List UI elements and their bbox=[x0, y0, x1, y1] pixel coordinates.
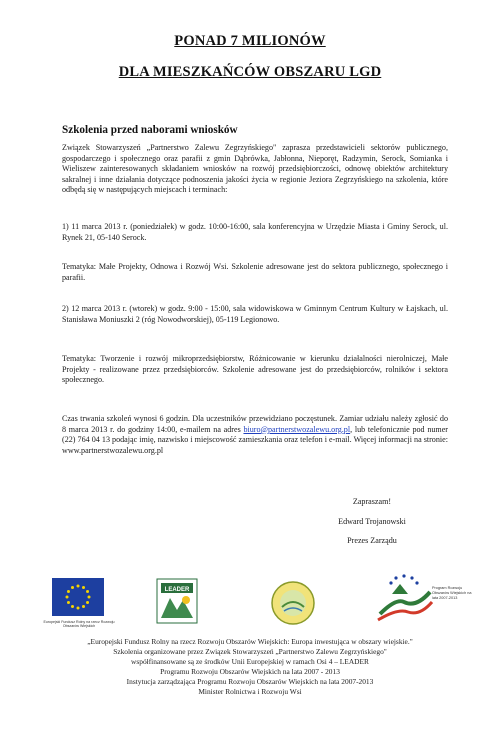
signature-role: Prezes Zarządu bbox=[347, 536, 397, 545]
training-1-location: 1) 11 marca 2013 r. (poniedziałek) w godz. 10:00-16:00, sala konferencyjna w Urzędzie Miasta i Gminy Serock, ul. Rynek 21, 05-140 Serock. bbox=[62, 222, 448, 242]
eu-star-icon bbox=[67, 601, 70, 604]
footer-line-5: Instytucja zarządzająca Programu Rozwoju Obszarów Wiejskich na lata 2007-2013 bbox=[126, 677, 374, 686]
section-title: Szkolenia przed naborami wniosków bbox=[62, 124, 238, 136]
eu-star-icon bbox=[66, 596, 69, 599]
footer-line-6: Minister Rolnictwa i Rozwoju Wsi bbox=[198, 687, 302, 696]
prow-caption: Program Rozwoju Obszarów Wiejskich na lata 2007-2013 bbox=[432, 586, 472, 600]
signature-greeting: Zapraszam! bbox=[352, 497, 392, 506]
eu-star-icon bbox=[88, 596, 91, 599]
eu-flag-caption: Europejski Fundusz Rolny na rzecz Rozwoju Obszarów Wiejskich bbox=[43, 620, 115, 629]
training-1-topics: Tematyka: Małe Projekty, Odnowa i Rozwój Wsi. Szkolenie adresowane jest do sektora publicznego, społecznego i parafii. bbox=[62, 262, 448, 282]
headline-line-2: DLA MIESZKAŃCÓW OBSZARU LGD bbox=[118, 64, 382, 80]
eu-star-icon bbox=[86, 590, 89, 593]
eu-star-icon bbox=[82, 605, 85, 608]
email-link[interactable]: biuro@partnerstwozalewu.org.pl bbox=[243, 424, 351, 434]
footer-line-2: Szkolenia organizowane przez Związek Stowarzyszeń „Partnerstwo Zalewu Zegrzyńskiego" bbox=[113, 647, 387, 656]
registration-text-after: , lub telefonicznie pod numer (22) 764 04 13 podając imię, nazwisko i miejscowość zamieszkania oraz telefon i e-mail. Więcej informacji na stronie: www.partnerstwozalewu.org.pl bbox=[62, 424, 448, 455]
footer-line-3: współfinansowane są ze środków Unii Europejskiej w ramach Osi 4 – LEADER bbox=[131, 657, 369, 666]
leader-logo-label: LEADER bbox=[164, 587, 190, 593]
eu-star-icon bbox=[71, 586, 74, 589]
eu-star-icon bbox=[67, 590, 70, 593]
signature-name: Edward Trojanowski bbox=[338, 517, 406, 526]
footer-line-1: „Europejski Fundusz Rolny na rzecz Rozwoju Obszarów Wiejskich: Europa inwestująca w obszary wiejskie." bbox=[87, 637, 413, 646]
eu-star-icon bbox=[77, 585, 80, 588]
footer-line-4: Programu Rozwoju Obszarów Wiejskich na lata 2007 - 2013 bbox=[160, 667, 340, 676]
prow-logo bbox=[374, 572, 434, 624]
eu-star-icon bbox=[77, 607, 80, 610]
intro-paragraph: Związek Stowarzyszeń „Partnerstwo Zalewu Zegrzyńskiego" zaprasza przedstawicieli sektorów publicznego, gospodarczego i społecznego oraz parafii z gmin Dąbrówka, Jabłonna, Nieporęt, Radzymin, Serock, Somianka i Wieliszew zainteresowanych składaniem wniosków na rozwój przedsiębiorczości, odnowę obiektów architektury sakralnej i inne działania dotyczące podnoszenia jakości życia w regionie Jeziora Zegrzyńskiego na szkolenia, które odbędą się w następujących miejscach i terminach: bbox=[62, 143, 448, 195]
training-2-topics: Tematyka: Tworzenie i rozwój mikroprzedsiębiorstw, Różnicowanie w kierunku działalności nierolniczej, Małe Projekty - realizowane przez przedsiębiorców. Szkolenie adresowane jest do przedsiębiorców, rolników i sektora społecznego. bbox=[62, 354, 448, 385]
eu-star-icon bbox=[82, 586, 85, 589]
registration-text-before: Czas trwania szkoleń wynosi 6 godzin. Dla uczestników przewidziano poczęstunek. Zamiar udziału należy zgłosić do 8 marca 2013 r. do godziny 14:00, e-mailem na adres bbox=[62, 414, 448, 434]
partnership-logo bbox=[270, 580, 316, 626]
eu-flag-logo bbox=[52, 578, 104, 616]
registration-paragraph bbox=[62, 414, 448, 456]
leader-logo bbox=[156, 578, 198, 624]
eu-star-icon bbox=[86, 601, 89, 604]
training-2-location: 2) 12 marca 2013 r. (wtorek) w godz. 9:00 - 15:00, sala widowiskowa w Gminnym Centrum Kultury w Łajskach, ul. Stanisława Moniuszki 2 (róg Nowodworskiej), 05-119 Legionowo. bbox=[62, 304, 448, 324]
headline-line-1: PONAD 7 MILIONÓW bbox=[174, 33, 326, 49]
eu-star-icon bbox=[71, 605, 74, 608]
